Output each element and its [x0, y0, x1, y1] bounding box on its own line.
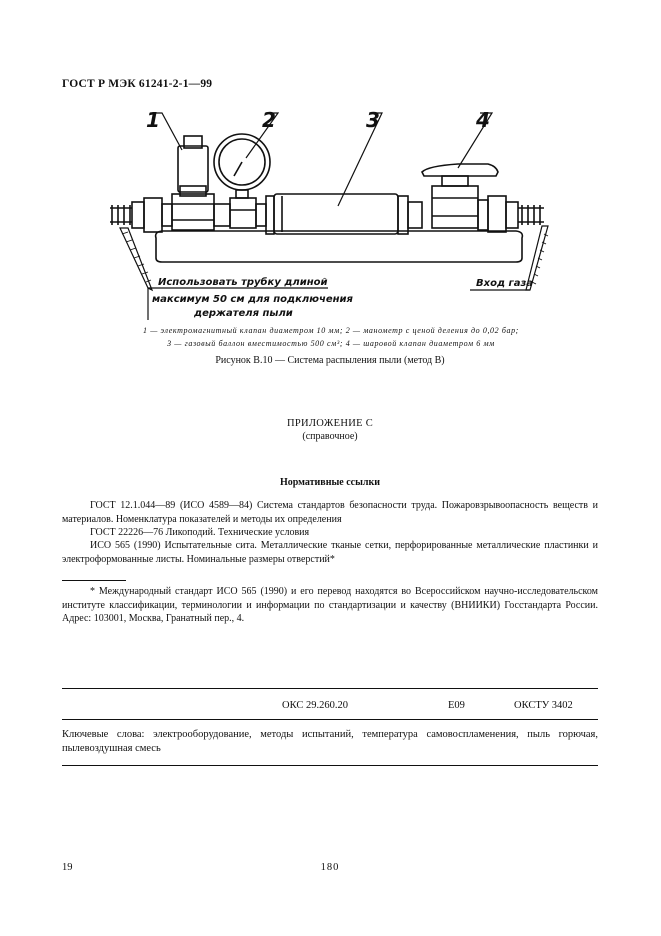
appendix-title: ПРИЛОЖЕНИЕ С [286, 418, 374, 429]
appendix-subtitle: (справочное) [302, 431, 358, 442]
reference-3: ИСО 565 (1990) Испытательные сита. Металлические тканые сетки, перфорированные металлические пластинки и электроформованные листы. Номинальные размеры отверстий* [62, 540, 598, 565]
left-hose-connector [110, 198, 172, 232]
section-title: Нормативные ссылки [279, 477, 381, 488]
document-header: ГОСТ Р МЭК 61241-2-1—99 [62, 78, 213, 90]
figure-legend-line-2: 3 — газовый баллон вместимостью 500 см³; 4 — шаровой клапан диаметром 6 мм [167, 339, 495, 348]
page-number-center: 180 [320, 862, 340, 873]
note-line-2: максимум 50 см для подключения [152, 294, 353, 305]
callout-1: 1 [146, 110, 160, 132]
ball-valve [422, 164, 498, 228]
footnote-rule [62, 580, 126, 581]
gas-inlet-note: Вход газа [476, 278, 534, 289]
manometer [214, 134, 270, 228]
callout-4: 4 [476, 110, 490, 132]
keywords: Ключевые слова: электрооборудование, методы испытаний, температура самовоспламенения, пыль горючая, пылевоздушная смесь [62, 729, 598, 754]
oks-code: ОКС 29.260.20 [282, 700, 348, 711]
divider-bottom [62, 765, 598, 766]
page-number-left: 19 [62, 862, 73, 873]
footnote: * Международный стандарт ИСО 565 (1990) и его перевод находятся во Всероссийском научно-исследовательском институте классификации, терминологии и информации по стандартизации и качеству (ВНИИКИ) Госстандарта России. Адрес: 103001, Москва, Гранатный пер., 4. [62, 586, 598, 624]
dust-dispersion-diagram [98, 110, 568, 330]
category-code: Е09 [448, 700, 465, 711]
divider-middle [62, 719, 598, 720]
reference-1: ГОСТ 12.1.044—89 (ИСО 4589—84) Система стандартов безопасности труда. Пожаровзрывоопасность веществ и материалов. Номенклатура показателей и методы их определения [62, 500, 598, 525]
base-plate [156, 231, 523, 262]
solenoid-valve [172, 136, 214, 230]
callout-3: 3 [366, 110, 380, 132]
note-line-1: Использовать трубку длиной [158, 277, 328, 288]
note-line-3: держателя пыли [194, 308, 293, 319]
gas-cylinder [274, 194, 398, 234]
divider-top [62, 688, 598, 689]
okstu-code: ОКСТУ 3402 [514, 700, 573, 711]
figure-caption: Рисунок В.10 — Система распыления пыли (метод В) [215, 355, 445, 366]
figure-legend-line-1: 1 — электромагнитный клапан диаметром 10 мм; 2 — манометр с ценой деления до 0,02 бар; [143, 326, 519, 335]
reference-2: ГОСТ 22226—76 Ликоподий. Технические условия [90, 527, 310, 538]
right-hose-connector [518, 205, 544, 225]
callout-2: 2 [262, 110, 276, 132]
